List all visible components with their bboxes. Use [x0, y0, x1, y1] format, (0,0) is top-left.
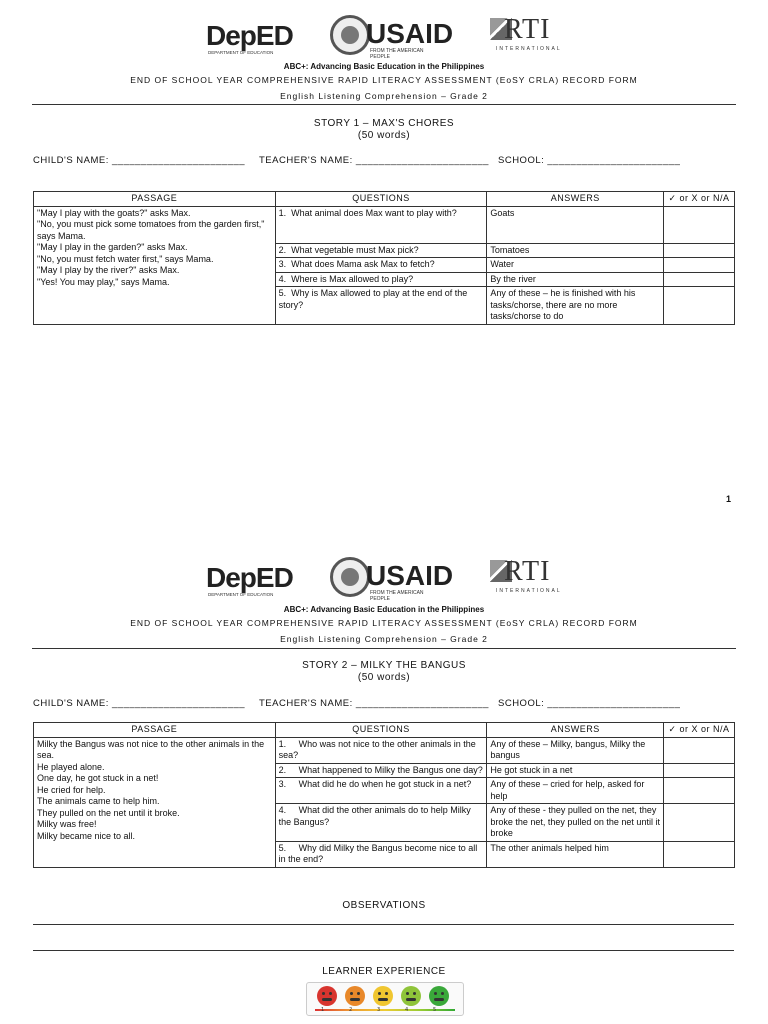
mark-cell[interactable]	[664, 763, 735, 778]
rti-logo: RTI INTERNATIONAL	[490, 556, 560, 602]
observations-title: OBSERVATIONS	[342, 900, 426, 911]
very-happy-face-icon[interactable]	[429, 986, 449, 1006]
answer-cell: Any of these – cried for help, asked for help	[487, 778, 664, 804]
passage-line: The animals came to help him.	[37, 796, 160, 806]
teacher-name-field[interactable]: TEACHER'S NAME: _______________________	[259, 155, 489, 166]
header-rule	[32, 104, 736, 105]
scale-number: 3	[377, 1007, 381, 1013]
story2-word-count: (50 words)	[357, 672, 411, 683]
scale-number: 5	[433, 1007, 437, 1013]
page-number: 1	[726, 494, 732, 504]
mark-cell[interactable]	[664, 804, 735, 842]
passage-line: "May I play in the garden?" asks Max.	[37, 242, 188, 252]
passage-line: "No, you must pick some tomatoes from the garden first," says Mama.	[37, 219, 265, 241]
passage-line: Milky became nice to all.	[37, 830, 136, 841]
passage-line: "May I play with the goats?" asks Max.	[37, 207, 191, 218]
question-cell: 2. What vegetable must Max pick?	[275, 243, 487, 258]
observation-line[interactable]	[33, 950, 734, 951]
question-cell: 5. Why did Milky the Bangus become nice to all in the end?	[275, 841, 487, 867]
mark-header: ✓ or X or N/A	[664, 723, 735, 738]
answers-header: ANSWERS	[487, 723, 664, 738]
questions-header: QUESTIONS	[275, 192, 487, 207]
form-subtitle: English Listening Comprehension – Grade 2	[280, 634, 488, 644]
rti-logo: RTI INTERNATIONAL	[490, 14, 560, 60]
mark-header: ✓ or X or N/A	[664, 192, 735, 207]
question-cell: 4. Where is Max allowed to play?	[275, 272, 487, 287]
header-rule	[32, 648, 736, 649]
mark-cell[interactable]	[664, 243, 735, 258]
question-cell: 2. What happened to Milky the Bangus one day?	[275, 763, 487, 778]
program-title: ABC+: Advancing Basic Education in the Philippines	[283, 62, 485, 71]
question-cell: 3. What does Mama ask Max to fetch?	[275, 258, 487, 273]
passage-line: One day, he got stuck in a net!	[37, 773, 159, 783]
mark-cell[interactable]	[664, 258, 735, 273]
passage-line: They pulled on the net until it broke.	[37, 807, 180, 818]
usaid-seal-icon	[330, 15, 370, 55]
scale-numbers	[315, 1007, 455, 1013]
answer-cell: The other animals helped him	[487, 841, 664, 867]
question-cell: 4. What did the other animals do to help Milky the Bangus?	[275, 804, 487, 842]
usaid-logo: USAID FROM THE AMERICAN PEOPLE	[330, 14, 442, 60]
answer-cell: Any of these – he is finished with his tasks/chorse, there are no more tasks/chorse to do	[487, 287, 664, 325]
passage-header: PASSAGE	[34, 192, 276, 207]
story2-title: STORY 2 – MILKY THE BANGUS	[302, 660, 466, 671]
learner-experience-title: LEARNER EXPERIENCE	[322, 966, 446, 977]
school-field[interactable]: SCHOOL: _______________________	[498, 155, 681, 166]
teacher-name-field[interactable]: TEACHER'S NAME: _______________________	[259, 698, 489, 709]
passage-line: Milky the Bangus was not nice to the other animals in the sea.	[37, 738, 265, 760]
form-subtitle: English Listening Comprehension – Grade 2	[280, 91, 488, 101]
logo-row	[0, 556, 768, 602]
scale-number: 4	[405, 1007, 409, 1013]
passage-line: Milky was free!	[37, 819, 97, 829]
table-header-row	[34, 192, 735, 207]
answer-cell: He got stuck in a net	[487, 763, 664, 778]
usaid-seal-icon	[330, 557, 370, 597]
mark-cell[interactable]	[664, 272, 735, 287]
school-field[interactable]: SCHOOL: _______________________	[498, 698, 681, 709]
very-sad-face-icon[interactable]	[317, 986, 337, 1006]
table-row	[34, 737, 735, 763]
form-title: END OF SCHOOL YEAR COMPREHENSIVE RAPID LITERACY ASSESSMENT (EoSY CRLA) RECORD FORM	[130, 75, 638, 85]
answer-cell: By the river	[487, 272, 664, 287]
program-title: ABC+: Advancing Basic Education in the Philippines	[283, 605, 485, 614]
mark-cell[interactable]	[664, 778, 735, 804]
passage-line: "Yes! You may play," says Mama.	[37, 276, 170, 287]
deped-logo: DepED DEPARTMENT OF EDUCATION	[206, 562, 293, 597]
neutral-face-icon[interactable]	[373, 986, 393, 1006]
passage-line: He cried for help.	[37, 784, 106, 795]
passage-line: He played alone.	[37, 761, 105, 772]
happy-face-icon[interactable]	[401, 986, 421, 1006]
scale-number: 1	[321, 1007, 325, 1013]
answer-cell: Tomatoes	[487, 243, 664, 258]
answer-cell: Goats	[487, 206, 664, 243]
question-cell: 5. Why is Max allowed to play at the end of the story?	[275, 287, 487, 325]
child-name-field[interactable]: CHILD'S NAME: _______________________	[33, 698, 246, 709]
observation-line[interactable]	[33, 924, 734, 925]
answers-header: ANSWERS	[487, 192, 664, 207]
answer-cell: Any of these - they pulled on the net, they broke the net, they pulled on the net until it broke	[487, 804, 664, 842]
mark-cell[interactable]	[664, 206, 735, 243]
answer-cell: Any of these – Milky, bangus, Milky the bangus	[487, 737, 664, 763]
question-cell: 3. What did he do when he got stuck in a net?	[275, 778, 487, 804]
question-cell: 1. Who was not nice to the other animals in the sea?	[275, 737, 487, 763]
story1-title: STORY 1 – MAX'S CHORES	[313, 118, 455, 129]
passage-line: "May I play by the river?" asks Max.	[37, 265, 180, 275]
scale-number: 2	[349, 1007, 353, 1013]
story2-table	[33, 722, 735, 868]
sad-face-icon[interactable]	[345, 986, 365, 1006]
mark-cell[interactable]	[664, 841, 735, 867]
story1-word-count: (50 words)	[357, 130, 411, 141]
questions-header: QUESTIONS	[275, 723, 487, 738]
question-cell: 1. What animal does Max want to play with?	[275, 206, 487, 243]
passage-line: "No, you must fetch water first," says Mama.	[37, 253, 214, 264]
answer-cell: Water	[487, 258, 664, 273]
story1-passage	[34, 206, 276, 324]
table-header-row	[34, 723, 735, 738]
mark-cell[interactable]	[664, 737, 735, 763]
story2-passage	[34, 737, 276, 867]
learner-experience-scale[interactable]	[306, 982, 464, 1016]
table-row	[34, 206, 735, 243]
child-name-field[interactable]: CHILD'S NAME: _______________________	[33, 155, 246, 166]
deped-logo: DepED DEPARTMENT OF EDUCATION	[206, 20, 293, 55]
form-title: END OF SCHOOL YEAR COMPREHENSIVE RAPID LITERACY ASSESSMENT (EoSY CRLA) RECORD FORM	[130, 618, 638, 628]
story1-table	[33, 191, 735, 325]
mark-cell[interactable]	[664, 287, 735, 325]
usaid-logo: USAID FROM THE AMERICAN PEOPLE	[330, 556, 442, 602]
logo-row	[0, 14, 768, 60]
passage-header: PASSAGE	[34, 723, 276, 738]
